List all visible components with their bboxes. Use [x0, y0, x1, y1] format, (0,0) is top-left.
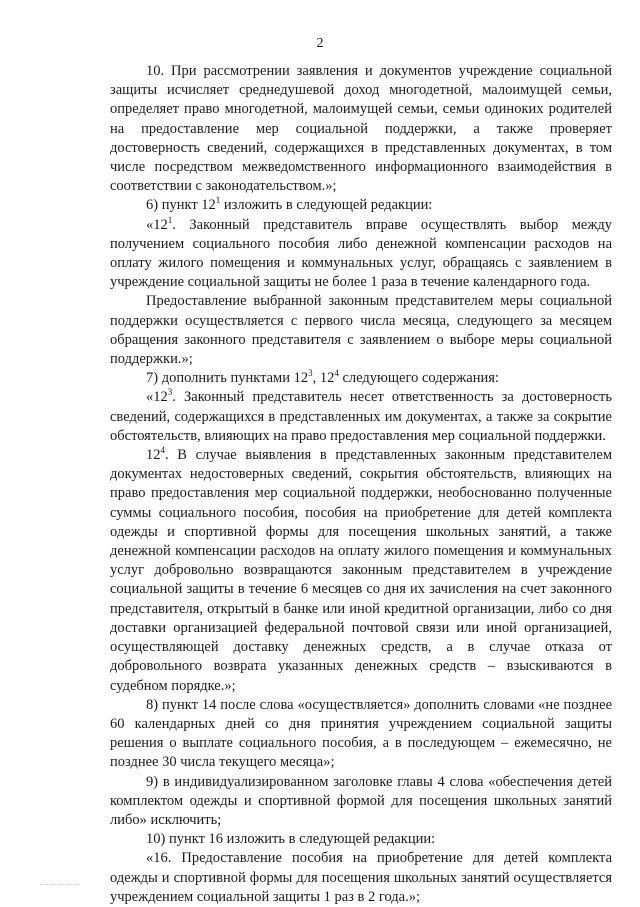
scan-artifact — [40, 884, 80, 891]
paragraph-amend-6: 6) пункт $12^1$ изложить в следующей редакции: — [146, 195, 433, 214]
page-number: 2 — [316, 36, 324, 51]
paragraph-amend-9: 9) в индивидуализированном заголовке главы 4 слова «обеспечения детей комплектом одежды и спортивной формой для посещения школьных занятий либо» исключить; — [110, 773, 612, 828]
paragraph-item-12-1: «$12^1$. Законный представитель вправе осуществлять выбор между получением социального пособия либо денежной компенсации расходов на оплату жилого помещения и коммунальных услуг, обращаясь с заявлением в учреждение социальной защиты не более 1 раза в течение календарного года. — [110, 214, 612, 291]
paragraph-item-12-4: $12^4$. В случае выявления в представленных законным представителем документах недостоверных сведений, сокрытия обстоятельств, влияющих на право предоставления мер социальной поддержки, необоснованно полученные суммы социального пособия, пособия на приобретение для детей комплекта одежды и спортивной формы для посещения школьных занятий, а также денежной компенсации расходов на оплату жилого помещения и коммунальных услуг добровольно возвращаются законным представителем в учреждение социальной защиты в течение 6 месяцев со дня их зачисления на счет законного представителя, открытый в банке или иной кредитной организации, либо со дня доставки организацией федеральной почтовой связи или иной организацией, осуществляющей доставку денежных средств, а в случае отказа от добровольного возврата указанных денежных средств – взыскиваются в судебном порядке.»; — [110, 445, 612, 694]
paragraph-item-12-3: «$12^3$. Законный представитель несет ответственность за достоверность сведений, содержащихся в представленных им документах, а также за сокрытие обстоятельств, влияющих на право предоставления мер социальной поддержки. — [110, 387, 612, 444]
document-body — [110, 62, 612, 907]
paragraph-item-16: «16. Предоставление пособия на приобретение для детей комплекта одежды и спортивной формы для посещения школьных занятий осуществляется учреждением социальной защиты 1 раз в 2 года.»; — [110, 850, 612, 905]
paragraph-item-10: 10. При рассмотрении заявления и документов учреждение социальной защиты исчисляет среднедушевой доход многодетной, малоимущей семьи, определяет право многодетной, малоимущей семьи, семьи одиноких родителей на предоставление мер социальной поддержки, а также проверяет достоверность сведений, содержащихся в представленных документах, в том числе посредством межведомственного информационного взаимодействия в соответствии с законодательством.»; — [110, 63, 612, 195]
paragraph-amend-7: 7) дополнить пунктами $12^3$, $12^4$ следующего содержания: — [146, 368, 499, 387]
paragraph-amend-10: 10) пункт 16 изложить в следующей редакции: — [146, 831, 436, 848]
paragraph-amend-8: 8) пункт 14 после слова «осуществляется» дополнить словами «не позднее 60 календарных дней со дня принятия учреждением социальной защиты решения о выплате социального пособия, а в последующем – ежемесячно, не позднее 30 числа текущего месяца»; — [110, 696, 612, 771]
paragraph-item-12-1-cont: Предоставление выбранной законным представителем меры социальной поддержки осуществляется с первого числа месяца, следующего за месяцем обращения законного представителя с заявлением о выборе меры социальной поддержки.»; — [110, 293, 612, 368]
